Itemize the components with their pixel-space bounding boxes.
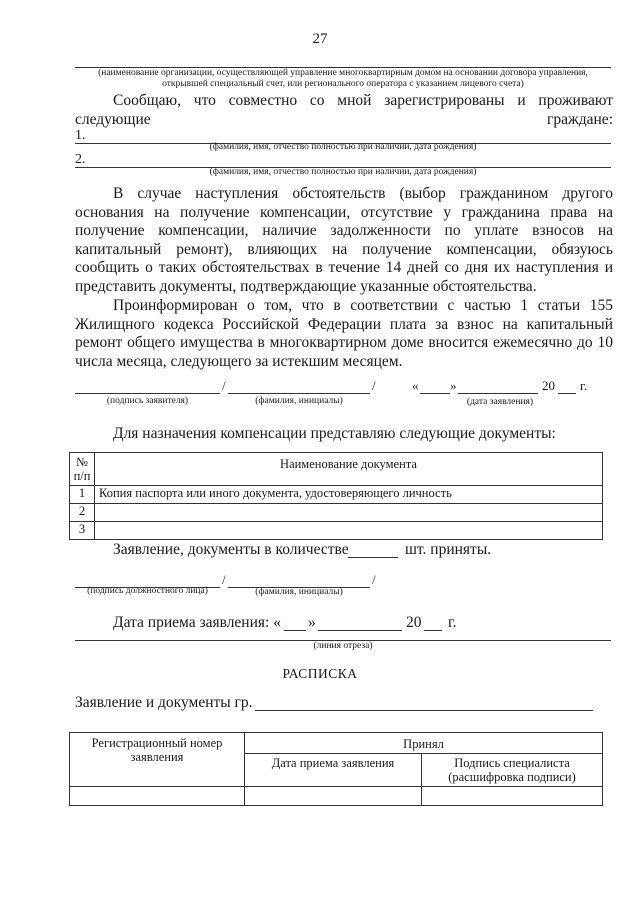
documents-count-line [348,557,398,558]
header-document-name: Наименование документа [95,453,603,486]
col-specialist-signature: Подпись специалиста (расшифровка подписи) [422,754,603,787]
col-registration-number: Регистрационный номер заявления [70,733,245,787]
table-row [70,787,603,806]
date-year-line [558,393,576,394]
documents-intro: Для назначения компенсации представляю следующие документы: [113,425,556,442]
table-row: 2 [70,504,603,522]
cell-registration-number [70,787,245,806]
citizen-number-2: 2. [75,152,86,167]
date-year-suffix: г. [580,378,588,393]
caption-applicant-name: (фамилия, инициалы) [255,396,343,406]
receipt-text: Заявление и документы гр. [75,694,253,711]
cell-receipt-date [245,787,422,806]
applicant-signature-line [75,393,220,394]
cut-line-caption: (линия отреза) [313,641,373,651]
receipt-day-line [284,630,306,631]
receipt-title: РАСПИСКА [282,666,358,681]
caption-applicant-signature: (подпись заявителя) [106,396,189,406]
date-close-quote: » [450,378,457,393]
documents-table [69,452,603,540]
official-slash-1: / [222,572,226,587]
caption-official-name: (фамилия, инициалы) [255,587,343,597]
table-row [70,733,603,754]
caption-application-date: (дата заявления) [466,397,534,407]
official-slash-2: / [372,572,376,587]
col-receipt-date: Дата приема заявления [245,754,422,787]
receipt-month-line [318,630,402,631]
date-day-line [420,393,450,394]
receipt-year-prefix: 20 [406,614,422,631]
accepted-text-after: шт. приняты. [405,541,492,558]
receipt-year-line [424,630,442,631]
accepted-text-before: Заявление, документы в количестве [113,541,349,558]
date-year-prefix: 20 [542,378,555,393]
informed-paragraph: Проинформирован о том, что в соответствии с частью 1 статьи 155 Жилищного кодекса Российской Федерации плата за взнос на капитальный ремонт общего имущества в многоквартирном доме вносится ежемесячно до 10 числа месяца, следующего за истекшим месяцем. [75,297,613,370]
receipt-citizen-line [255,710,593,711]
table-header-row [70,453,603,486]
col-accepted: Принял [245,733,603,754]
date-open-quote: « [412,378,419,393]
cell-specialist-signature [422,787,603,806]
receipt-date-label: Дата приема заявления: « [113,614,281,631]
date-month-line [458,393,538,394]
receipt-date-close: » [308,614,316,631]
registered-intro: Сообщаю, что совместно со мной зарегистрированы и проживают следующие граждане: [75,92,613,128]
receipt-year-suffix: г. [448,614,457,631]
page-number: 27 [312,31,328,47]
org-caption: (наименование организации, осуществляющей управление многоквартирным домом на основании договора управления, открывшей специальный счет, или регионального оператора с указанием лицевого счета) [98,68,588,89]
citizen-caption-1: (фамилия, имя, отчество полностью при наличии, дата рождения) [209,142,477,152]
table-row: 1 Копия паспорта или иного документа, удостоверяющего личность [70,486,603,504]
table-row: 3 [70,522,603,540]
caption-official-signature: (подпись должностного лица) [87,586,208,596]
citizen-caption-2: (фамилия, имя, отчество полностью при наличии, дата рождения) [209,167,477,177]
signature-slash-1: / [222,378,226,393]
receipt-table [69,732,603,806]
applicant-name-line [228,393,370,394]
citizen-number-1: 1. [75,128,86,143]
circumstances-paragraph: В случае наступления обстоятельств (выбор гражданином другого основания на получение компенсации, отсутствие у гражданина права на получение компенсации, наличие задолженности по уплате взносов на капитальный ремонт), влияющих на получение компенсации, обязуюсь сообщить о таких обстоятельствах в течение 14 дней со дня их наступления и представить документы, подтверждающие указанные обстоятельства. [75,185,613,295]
signature-slash-2: / [372,378,376,393]
header-num: № п/п [70,453,95,486]
